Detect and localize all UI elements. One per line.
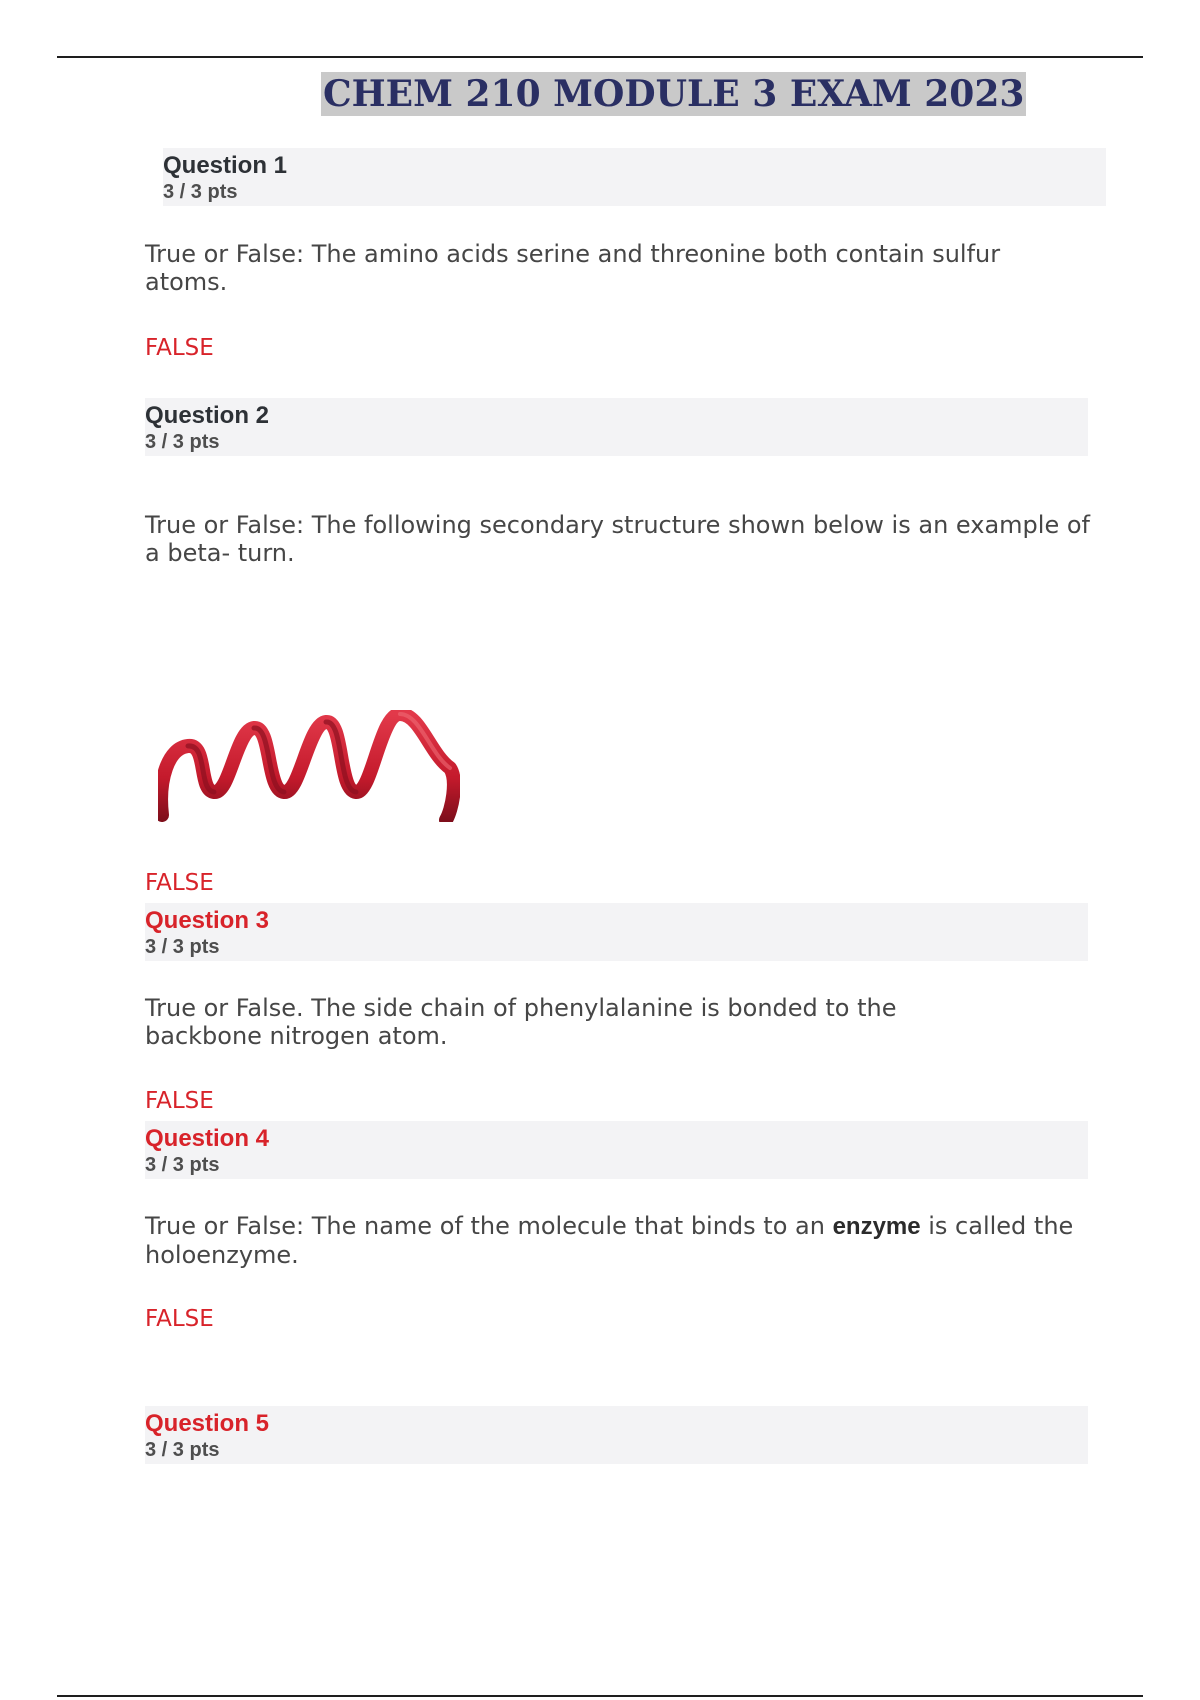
alpha-helix-ribbon-icon: [158, 710, 460, 822]
prompt-text: True or False: The name of the molecule that binds to an: [145, 1212, 833, 1240]
question-title: Question 3: [145, 907, 270, 934]
question-title: Question 4: [145, 1125, 270, 1152]
answer-4: FALSE: [145, 1306, 214, 1332]
question-title: Question 1: [163, 152, 288, 179]
question-points: 3 / 3 pts: [145, 936, 220, 958]
question-points: 3 / 3 pts: [163, 181, 238, 203]
document-title: CHEM 210 MODULE 3 EXAM 2023: [323, 73, 1025, 115]
question-header-1: [163, 148, 1106, 206]
question-prompt-3: True or False. The side chain of phenylalanine is bonded to the backbone nitrogen atom.: [145, 994, 897, 1050]
question-title: Question 2: [145, 402, 270, 429]
question-title: Question 5: [145, 1410, 270, 1437]
question-header-2: [145, 398, 1088, 456]
question-points: 3 / 3 pts: [145, 1439, 220, 1461]
question-prompt-4: [145, 1212, 1105, 1269]
question-header-5: [145, 1406, 1088, 1464]
question-header-3: [145, 903, 1088, 961]
question-points: 3 / 3 pts: [145, 1154, 220, 1176]
question-header-4: [145, 1121, 1088, 1179]
prompt-text: is called the holoenzyme.: [145, 1212, 1074, 1269]
question-prompt-2: True or False: The following secondary structure shown below is an example of a beta- turn.: [145, 511, 1090, 567]
question-points: 3 / 3 pts: [145, 431, 220, 453]
prompt-bold-term: enzyme: [832, 1213, 921, 1240]
answer-1: FALSE: [145, 335, 214, 361]
top-rule: [57, 56, 1143, 58]
bottom-rule: [57, 1695, 1143, 1697]
question-prompt-1: True or False: The amino acids serine and threonine both contain sulfur atoms.: [145, 240, 1001, 296]
answer-3: FALSE: [145, 1088, 214, 1114]
answer-2: FALSE: [145, 870, 214, 896]
